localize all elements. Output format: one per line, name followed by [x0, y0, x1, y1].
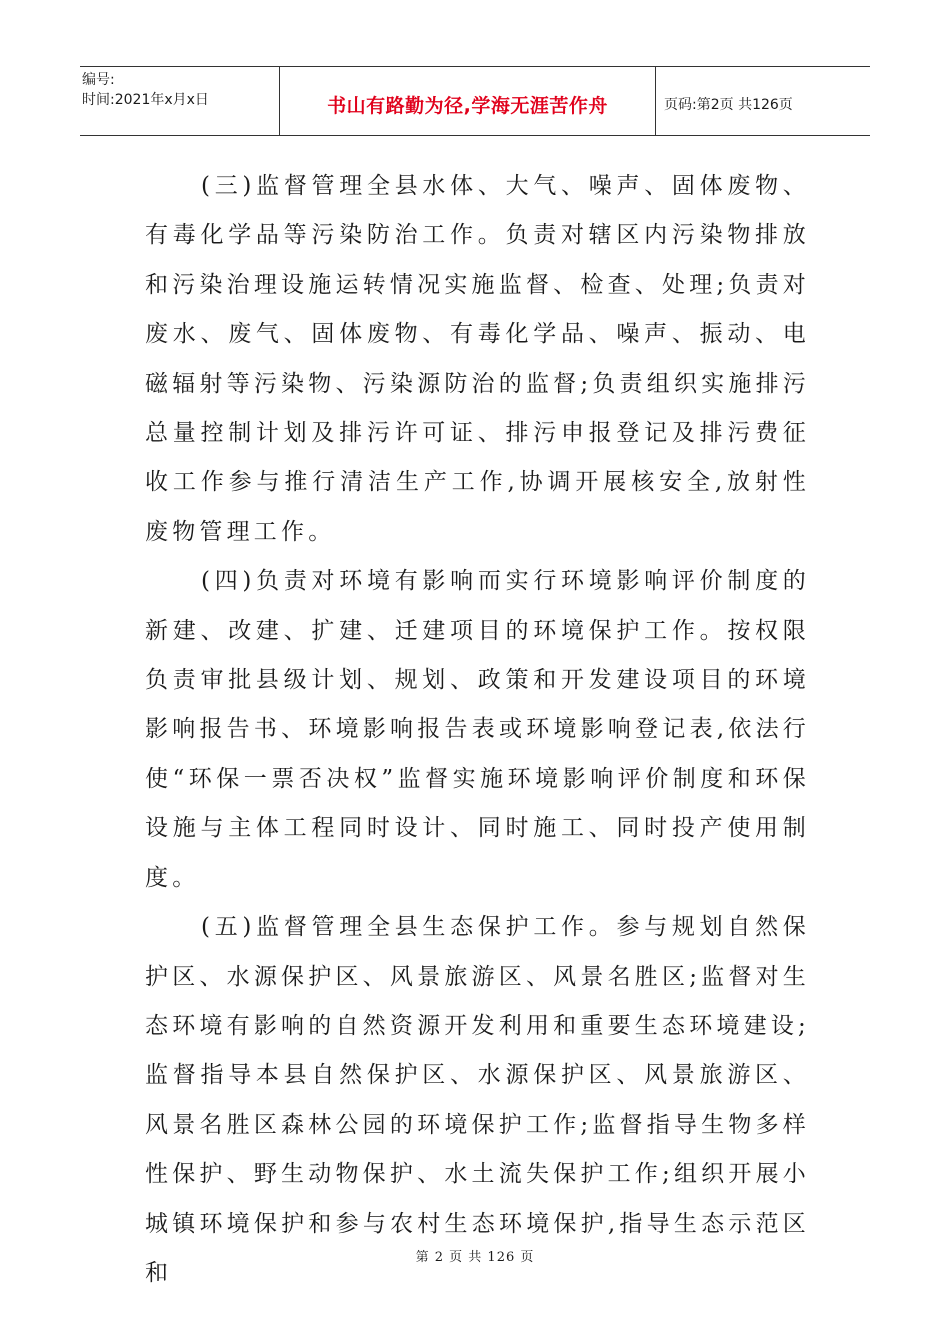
document-number-label: 编号: [82, 72, 115, 88]
header-page-info [656, 67, 870, 135]
header-motto: 书山有路勤为径,学海无涯苦作舟 [327, 94, 608, 117]
page-footer: 第 2 页 共 126 页 [415, 1250, 535, 1265]
paragraph-3: (三)监督管理全县水体、大气、噪声、固体废物、有毒化学品等污染防治工作。负责对辖区内污染物排放和污染治理设施运转情况实施监督、检查、处理;负责对废水、废气、固体废物、有毒化学品、噪声、振动、电磁辐射等污染物、污染源防治的监督;负责组织实施排污总量控制计划及排污许可证、排污申报登记及排污费征收工作参与推行清洁生产工作,协调开展核安全,放射性废物管理工作。 [145, 173, 810, 545]
document-header [80, 66, 870, 136]
header-motto-cell [280, 67, 656, 135]
paragraph-5: (五)监督管理全县生态保护工作。参与规划自然保护区、水源保护区、风景旅游区、风景名胜区;监督对生态环境有影响的自然资源开发利用和重要生态环境建设;监督指导本县自然保护区、水源保护区、风景旅游区、风景名胜区森林公园的环境保护工作;监督指导生物多样性保护、野生动物保护、水土流失保护工作;组织开展小城镇环境保护和参与农村生态环境保护,指导生态示范区和 [145, 914, 810, 1286]
document-time-label: 时间:2021年x月x日 [82, 92, 209, 108]
paragraph-4: (四)负责对环境有影响而实行环境影响评价制度的新建、改建、扩建、迁建项目的环境保护工作。按权限负责审批县级计划、规划、政策和开发建设项目的环境影响报告书、环境影响报告表或环境影响登记表,依法行使“环保一票否决权”监督实施环境影响评价制度和环保设施与主体工程同时设计、同时施工、同时投产使用制度。 [145, 568, 810, 891]
page-number-label: 页码:第2页 共126页 [664, 97, 793, 113]
header-meta [80, 67, 280, 135]
document-body [145, 162, 810, 1298]
